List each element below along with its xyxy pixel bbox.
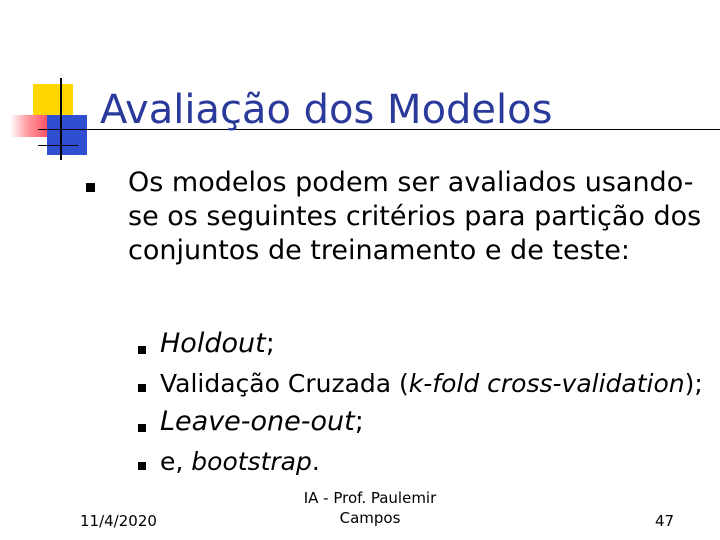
main-bullet-text: Os modelos podem ser avaliados usando-se os seguintes critérios para partição dos conjuntos de treinamento e de teste:	[128, 167, 702, 266]
sub-bullet-bootstrap	[0, 442, 720, 482]
sub-bullet-leave-one-out	[0, 404, 720, 444]
bullet-square-icon	[86, 183, 95, 192]
bullet-square-icon	[138, 384, 146, 392]
sub-bullet-text: Holdout;	[160, 328, 275, 359]
decor-short-line	[38, 145, 78, 146]
footer-page-number: 47	[655, 512, 675, 530]
decor-vertical-line	[60, 78, 62, 160]
slide-title: Avaliação dos Modelos	[100, 87, 553, 133]
footer-author	[290, 488, 450, 528]
sub-bullet-text: Leave-one-out;	[160, 406, 364, 437]
footer-author-line2: Campos	[339, 509, 401, 527]
bullet-square-icon	[138, 462, 146, 470]
footer-date: 11/4/2020	[80, 512, 157, 530]
sub-bullet-text: e, bootstrap.	[160, 447, 320, 476]
footer-author-line1: IA - Prof. Paulemir	[303, 489, 437, 507]
sub-bullet-text: Validação Cruzada (k-fold cross-validation);	[160, 369, 703, 398]
sub-bullet-holdout	[0, 326, 720, 366]
bullet-square-icon	[138, 346, 146, 354]
decor-blue-square	[47, 115, 87, 155]
bullet-square-icon	[138, 424, 146, 432]
sub-bullet-cross-validation	[0, 364, 720, 404]
